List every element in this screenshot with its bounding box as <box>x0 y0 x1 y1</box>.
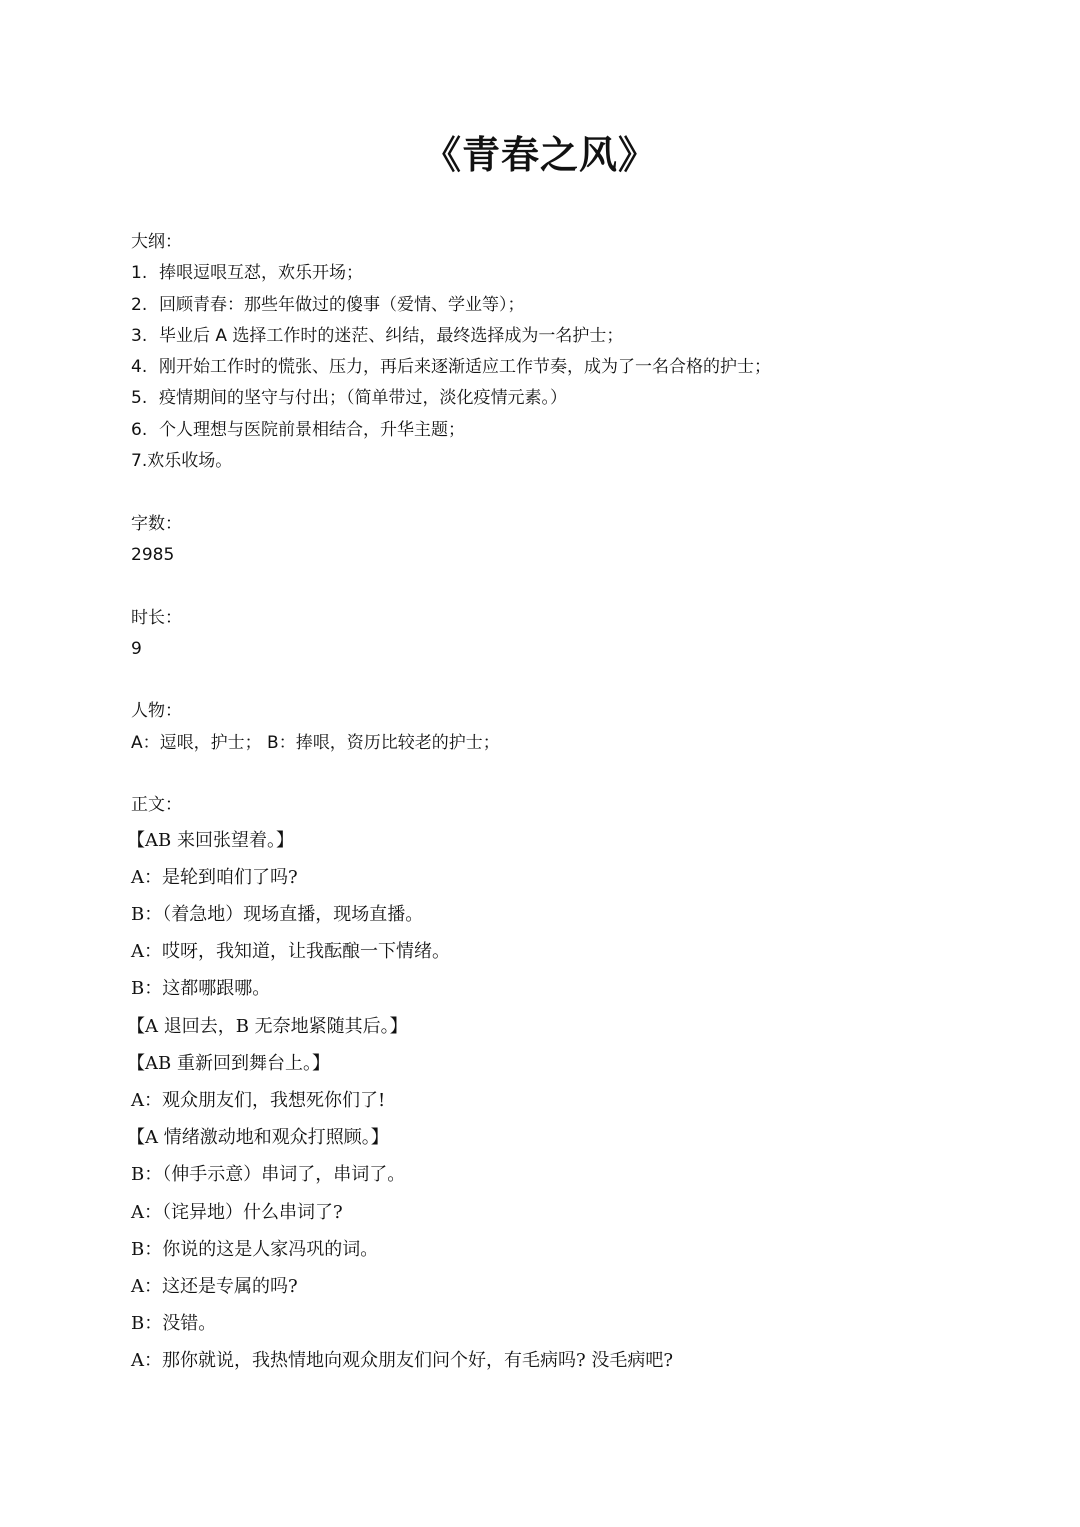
dialogue-line: A：这还是专属的吗? <box>131 1275 298 1297</box>
dialogue-line: B：这都哪跟哪。 <box>131 978 271 1000</box>
dialogue-line: A：观众朋友们，我想死你们了! <box>131 1089 386 1111</box>
stage-direction: 【A 退回去，B 无奈地紧随其后。】 <box>127 1015 408 1037</box>
outline-list <box>131 258 951 477</box>
outline-item-last: 7.欢乐收场。 <box>131 451 233 472</box>
duration-label: 时长： <box>131 607 182 628</box>
outline-item-number: 5. <box>131 388 148 409</box>
outline-item <box>131 352 951 383</box>
outline-item-text: 刚开始工作时的慌张、压力，再后来逐渐适应工作节奏，成为了一名合格的护士； <box>159 357 771 378</box>
spacer <box>131 477 951 508</box>
outline-item-text: 毕业后 A 选择工作时的迷茫、纠结，最终选择成为一名护士； <box>159 325 624 346</box>
dialogue-line: A：（诧异地）什么串词了? <box>131 1201 343 1223</box>
dialogue-line: B：（伸手示意）串词了，串词了。 <box>131 1164 406 1186</box>
word-count-value: 2985 <box>131 544 175 565</box>
duration-value: 9 <box>131 638 142 659</box>
dialogue-line: B：没错。 <box>131 1313 217 1335</box>
stage-direction: 【AB 来回张望着。】 <box>127 829 294 851</box>
spacer <box>131 665 951 696</box>
word-count-label: 字数： <box>131 513 182 534</box>
body-label: 正文： <box>131 795 182 816</box>
document-content <box>127 227 951 1379</box>
stage-direction: 【A 情绪激动地和观众打照顾。】 <box>127 1127 389 1149</box>
outline-item <box>131 415 951 446</box>
dialogue-line: B：你说的这是人家冯巩的词。 <box>131 1238 379 1260</box>
outline-item <box>131 321 951 352</box>
outline-item <box>131 290 951 321</box>
outline-item <box>131 258 951 289</box>
outline-label: 大纲： <box>131 232 182 252</box>
outline-item-number: 1. <box>131 263 148 284</box>
spacer <box>131 571 951 602</box>
outline-item-number: 6. <box>131 419 148 440</box>
dialogue-line: A：那你就说，我热情地向观众朋友们问个好，有毛病吗? 没毛病吧? <box>131 1350 674 1372</box>
characters-label: 人物： <box>131 701 182 722</box>
outline-item-text: 回顾青春：那些年做过的傻事（爱情、学业等）； <box>159 294 525 315</box>
outline-item-number: 4. <box>131 357 148 378</box>
stage-direction: 【AB 重新回到舞台上。】 <box>127 1052 330 1074</box>
outline-item-text: 疫情期间的坚守与付出；（简单带过，淡化疫情元素。） <box>159 388 567 409</box>
document-title: 《青春之风》 <box>422 133 657 177</box>
characters-value: A：逗哏，护士； B：捧哏，资历比较老的护士； <box>131 732 500 753</box>
outline-item-text: 捧哏逗哏互怼，欢乐开场； <box>159 263 363 284</box>
dialogue-line: B：（着急地）现场直播，现场直播。 <box>131 904 424 926</box>
outline-item-number: 2. <box>131 294 148 315</box>
outline-item-text: 个人理想与医院前景相结合，升华主题； <box>159 419 465 440</box>
outline-item <box>131 383 951 414</box>
spacer <box>131 759 951 790</box>
dialogue-line: A：是轮到咱们了吗? <box>131 866 298 888</box>
outline-item-number: 3. <box>131 325 148 346</box>
script-body <box>127 822 951 1380</box>
dialogue-line: A：哎呀，我知道，让我酝酿一下情绪。 <box>131 941 450 963</box>
